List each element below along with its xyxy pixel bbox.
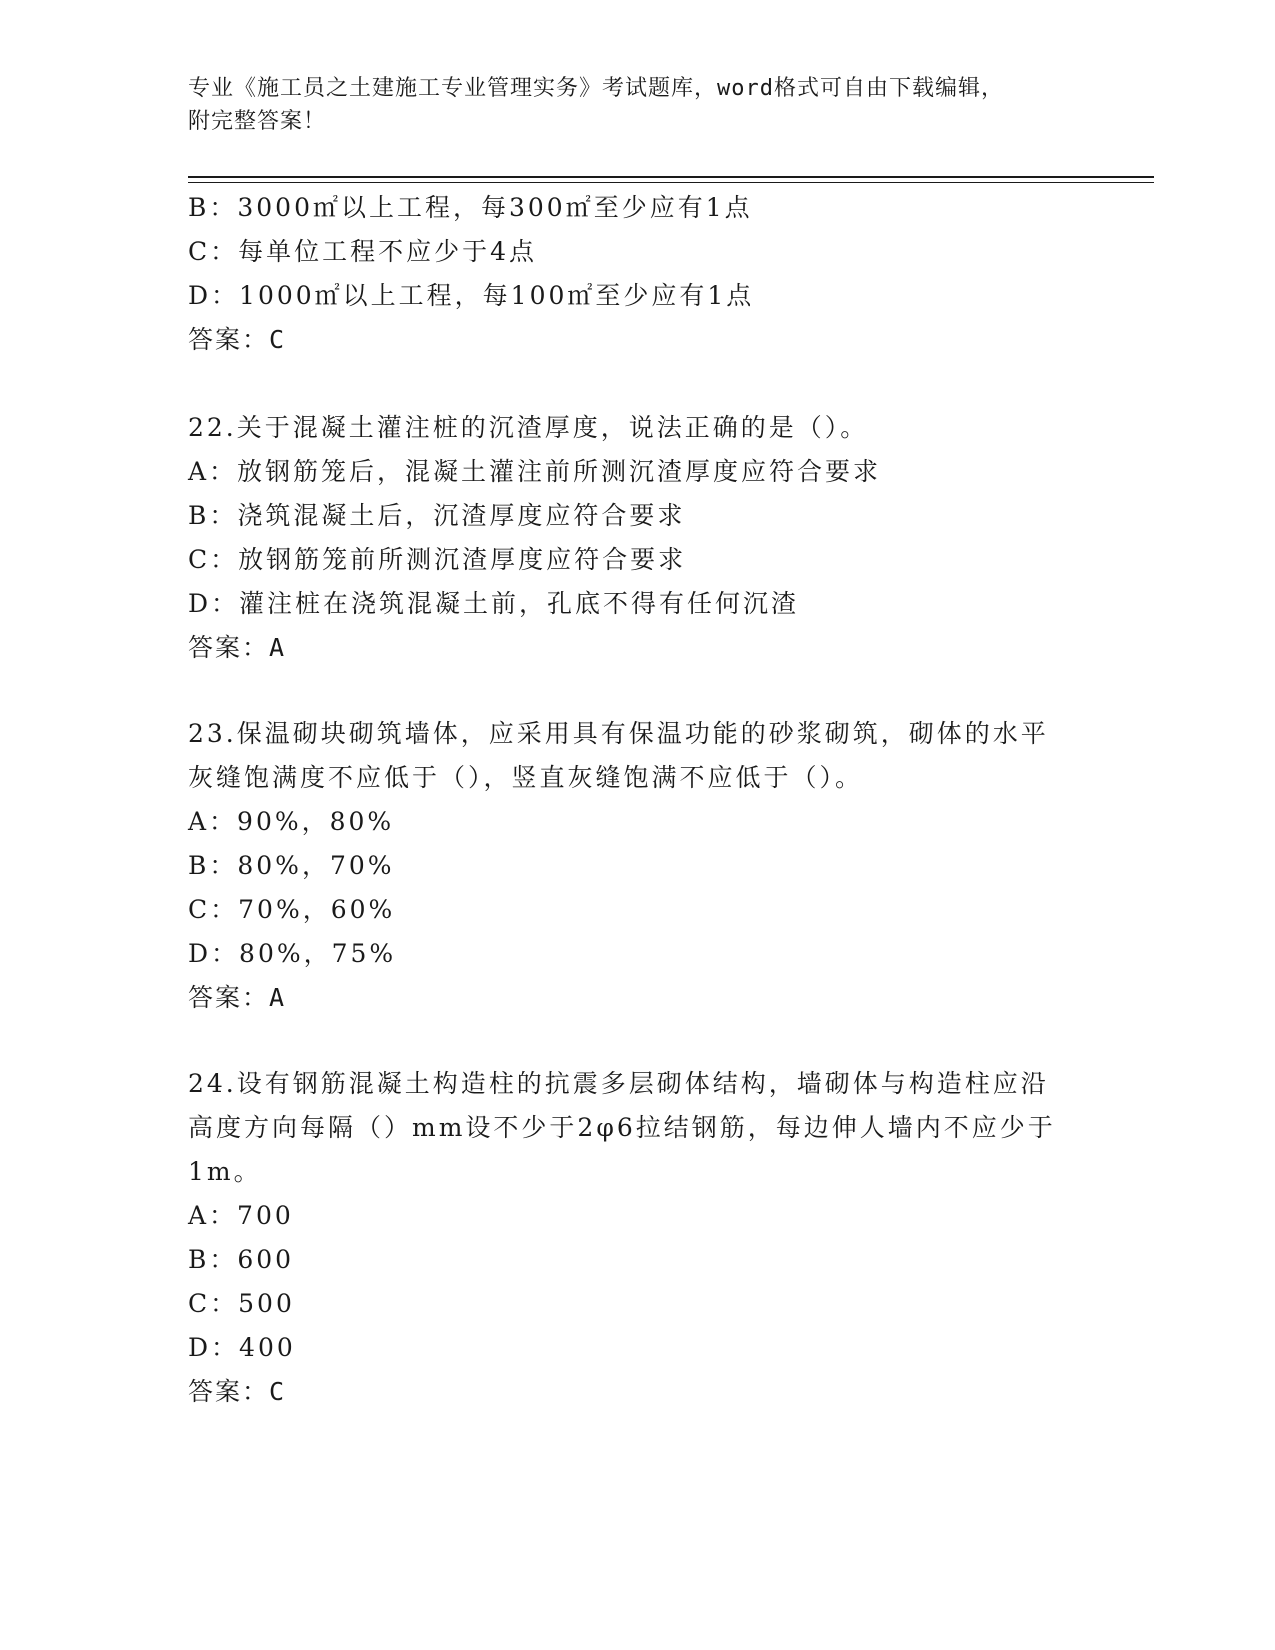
q24-question-line-2: 高度方向每隔（）mm设不少于2φ6拉结钢筋，每边伸人墙内不应少于 (188, 1113, 1056, 1142)
q22-option-a: A：放钢筋笼后，混凝土灌注前所测沉渣厚度应符合要求 (188, 457, 882, 486)
q22-answer: 答案：A (188, 633, 287, 662)
document-header (188, 72, 1088, 138)
q21-option-b: B：3000㎡以上工程，每300㎡至少应有1点 (188, 193, 753, 222)
q24-question-line-3: 1m。 (188, 1157, 262, 1186)
q22-option-b: B：浇筑混凝土后，沉渣厚度应符合要求 (188, 501, 686, 530)
q23-option-b: B：80%，70% (188, 851, 395, 880)
q24-answer: 答案：C (188, 1377, 287, 1406)
q21-option-d: D：1000㎡以上工程，每100㎡至少应有1点 (188, 281, 755, 310)
q21-answer: 答案：C (188, 325, 287, 354)
q22-option-c: C：放钢筋笼前所测沉渣厚度应符合要求 (188, 545, 687, 574)
q23-answer: 答案：A (188, 983, 287, 1012)
q21-option-c: C：每单位工程不应少于4点 (188, 237, 538, 266)
q24-question-line-1: 24.设有钢筋混凝土构造柱的抗震多层砌体结构，墙砌体与构造柱应沿 (188, 1069, 1049, 1098)
q24-option-d: D：400 (188, 1333, 296, 1362)
q23-question-line-2: 灰缝饱满度不应低于（），竖直灰缝饱满不应低于（）。 (188, 763, 864, 792)
header-line-2: 附完整答案！ (188, 109, 327, 134)
header-divider-thick (188, 176, 1154, 178)
q22-question: 22.关于混凝土灌注桩的沉渣厚度，说法正确的是（）。 (188, 413, 869, 442)
q22-option-d: D：灌注桩在浇筑混凝土前，孔底不得有任何沉渣 (188, 589, 800, 618)
q23-option-a: A：90%，80% (188, 807, 395, 836)
q24-option-c: C：500 (188, 1289, 295, 1318)
q24-option-a: A：700 (188, 1201, 294, 1230)
q23-option-d: D：80%，75% (188, 939, 397, 968)
q23-option-c: C：70%，60% (188, 895, 396, 924)
q23-question-line-1: 23.保温砌块砌筑墙体，应采用具有保温功能的砂浆砌筑，砌体的水平 (188, 719, 1049, 748)
header-line-1: 专业《施工员之土建施工专业管理实务》考试题库，word格式可自由下载编辑， (188, 76, 1004, 101)
q24-option-b: B：600 (188, 1245, 295, 1274)
header-divider-thin (188, 182, 1154, 183)
